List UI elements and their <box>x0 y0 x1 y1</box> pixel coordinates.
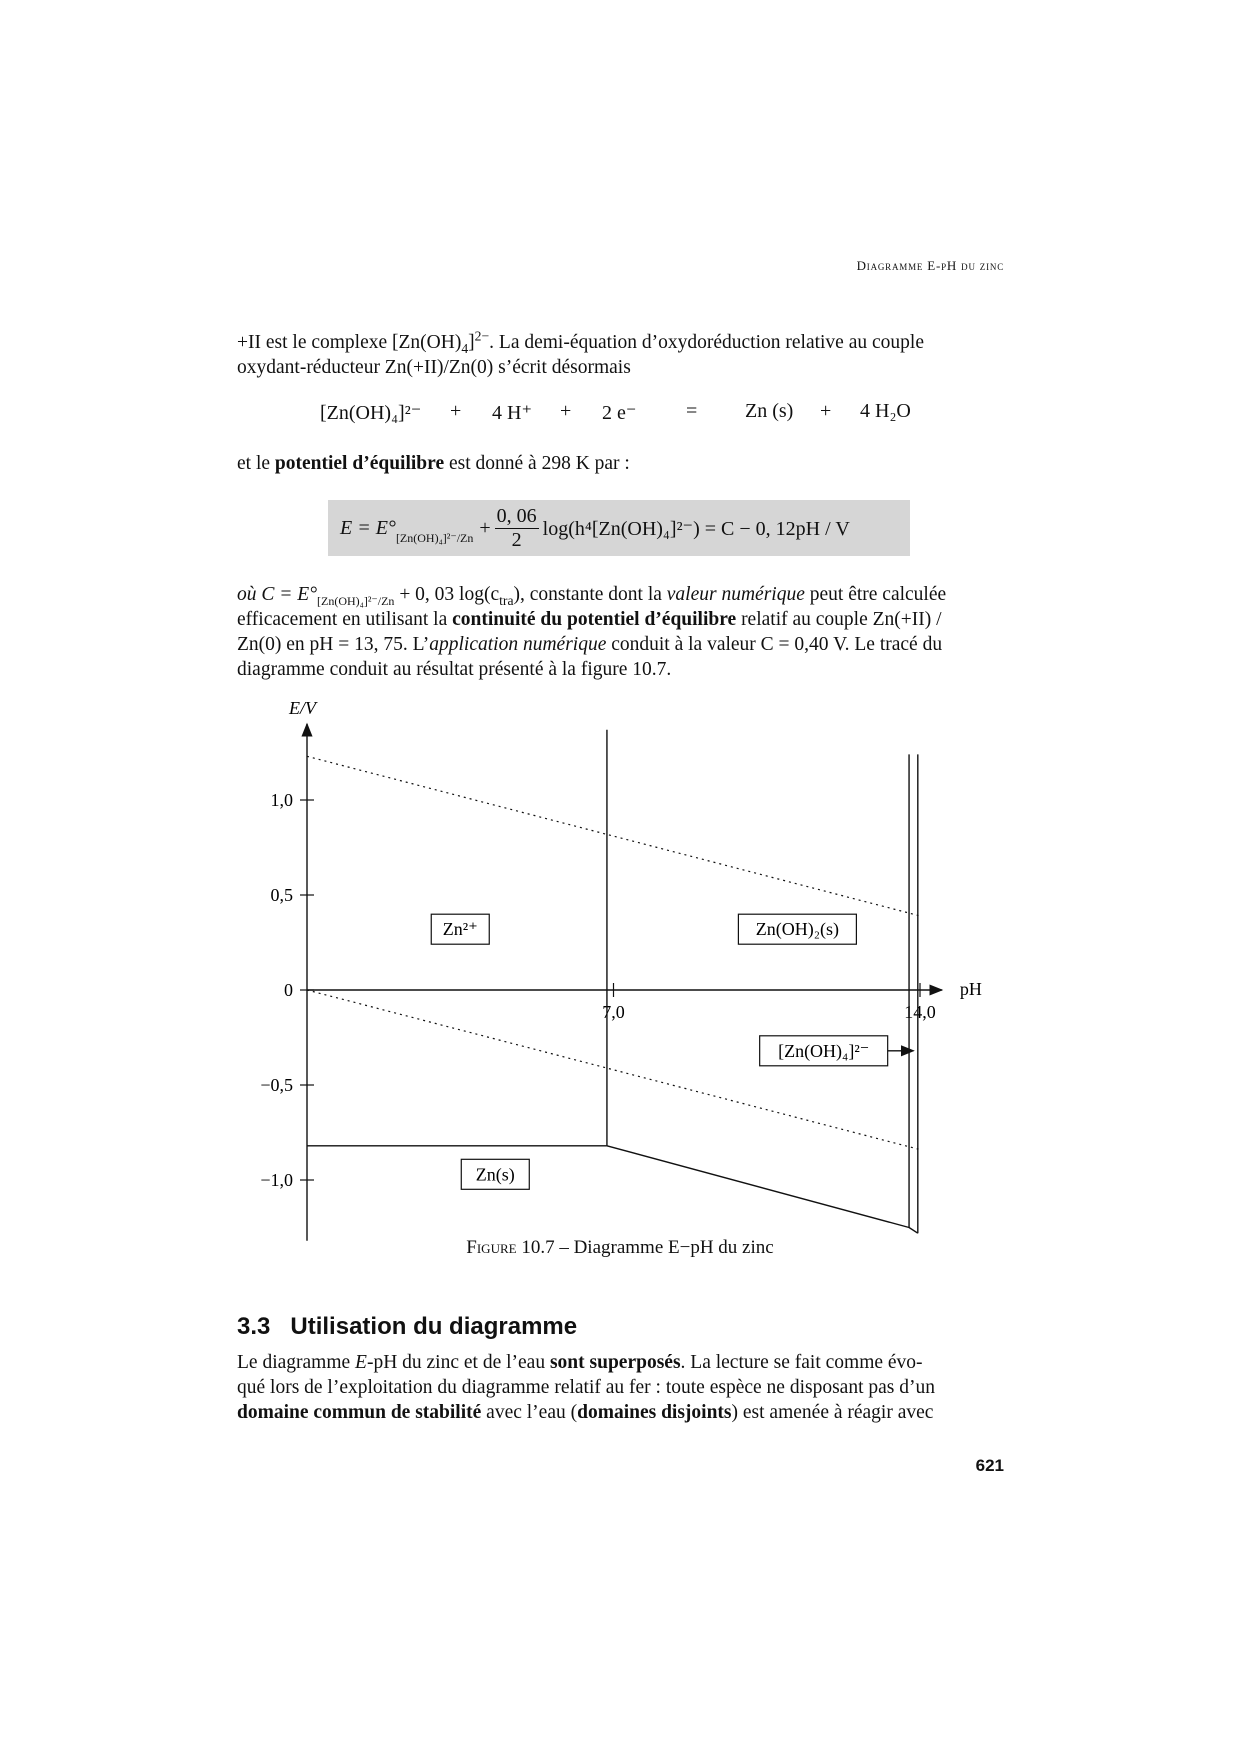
eq-reactant-electron: 2 e⁻ <box>602 402 637 424</box>
eq-plus-1: + <box>450 400 462 422</box>
paragraph-constant-line2: efficacement en utilisant la continuité du potentiel d’équilibre relatif au couple Zn(+II) / <box>237 609 942 630</box>
domain-label-1: Zn(OH)₂(s) <box>755 919 840 940</box>
paragraph-potential: et le potentiel d’équilibre est donné à 298 K par : <box>237 453 630 474</box>
running-header: Diagramme E-pH du zinc <box>856 258 1004 273</box>
y-axis-label: E/V <box>289 698 316 718</box>
eq-reactant-complex: [Zn(OH)₄]²⁻ <box>320 402 422 424</box>
paragraph-intro-line2: oxydant-réducteur Zn(+II)/Zn(0) s’écrit désormais <box>237 357 631 378</box>
paragraph-constant-line1: où $C = E^\circ_{[Zn(OH)_4]^{2-}/Zn} + 0$, 03 $\log(c_{tra})$, constante dont la valeur numérique peut être calculée <box>237 584 947 608</box>
y-tick-label-0: 1,0 <box>270 790 293 810</box>
paragraph-usage-line3: domaine commun de stabilité avec l’eau (domaines disjoints) est amenée à réagir avec <box>237 1402 934 1423</box>
domain-label-3: Zn(s) <box>475 1164 515 1185</box>
x-axis-label: pH <box>959 979 982 999</box>
series-line-0 <box>307 756 920 916</box>
paragraph-usage <box>237 1350 1004 1425</box>
y-tick-label-4: −1,0 <box>260 1170 293 1190</box>
eq-product-water: 4 H₂O <box>860 400 911 422</box>
figure-caption: Figure 10.7 – Diagramme E−pH du zinc <box>466 1237 774 1258</box>
y-tick-label-1: 0,5 <box>270 885 293 905</box>
domain-label-2: [Zn(OH)₄]²⁻ <box>778 1040 870 1061</box>
eq-reactant-proton: 4 H⁺ <box>492 402 532 424</box>
paragraph-constant-line3: Zn(0) en pH = 13, 75. L’application numérique conduit à la valeur C = 0,40 V. Le tracé du <box>237 634 943 655</box>
domain-label-0: Zn²⁺ <box>442 919 478 940</box>
paragraph-usage-line1: Le diagramme E-pH du zinc et de l’eau sont superposés. La lecture se fait comme évo- <box>237 1352 923 1373</box>
section-heading: 3.3 Utilisation du diagramme <box>237 1313 578 1340</box>
eq-equals: = <box>686 400 698 422</box>
nernst-formula: E = E° $_{[Zn(OH)_4]^{2-}/Zn}$ + $\frac{0, 06}{2}$ log(h⁴[Zn(OH)₄]²⁻) = C − 0, 12pH / V <box>340 504 850 551</box>
paragraph-constant-line4: diagramme conduit au résultat présenté à la figure 10.7. <box>237 659 672 680</box>
series-line-3 <box>607 1146 909 1228</box>
x-tick-label-0: 7,0 <box>602 1002 625 1022</box>
paragraph-intro-line1: +II est le complexe $[Zn(OH)_4]^{2-}$. La demi-équation d’oxydoréduction relative au couple <box>237 328 924 356</box>
series-line-4 <box>909 1228 918 1234</box>
page-number: 621 <box>975 1456 1004 1475</box>
eq-plus-3: + <box>820 400 832 422</box>
x-tick-label-1: 14,0 <box>904 1002 936 1022</box>
paragraph-usage-line2: qué lors de l’exploitation du diagramme relatif au fer : toute espèce ne disposant pas d’un <box>237 1377 935 1398</box>
eq-product-zinc: Zn (s) <box>745 400 794 422</box>
eq-plus-2: + <box>560 400 572 422</box>
y-tick-label-3: −0,5 <box>260 1075 293 1095</box>
formula-fraction: $\frac{0, 06}{2}$ <box>496 504 537 551</box>
y-tick-label-2: 0 <box>284 980 293 1000</box>
